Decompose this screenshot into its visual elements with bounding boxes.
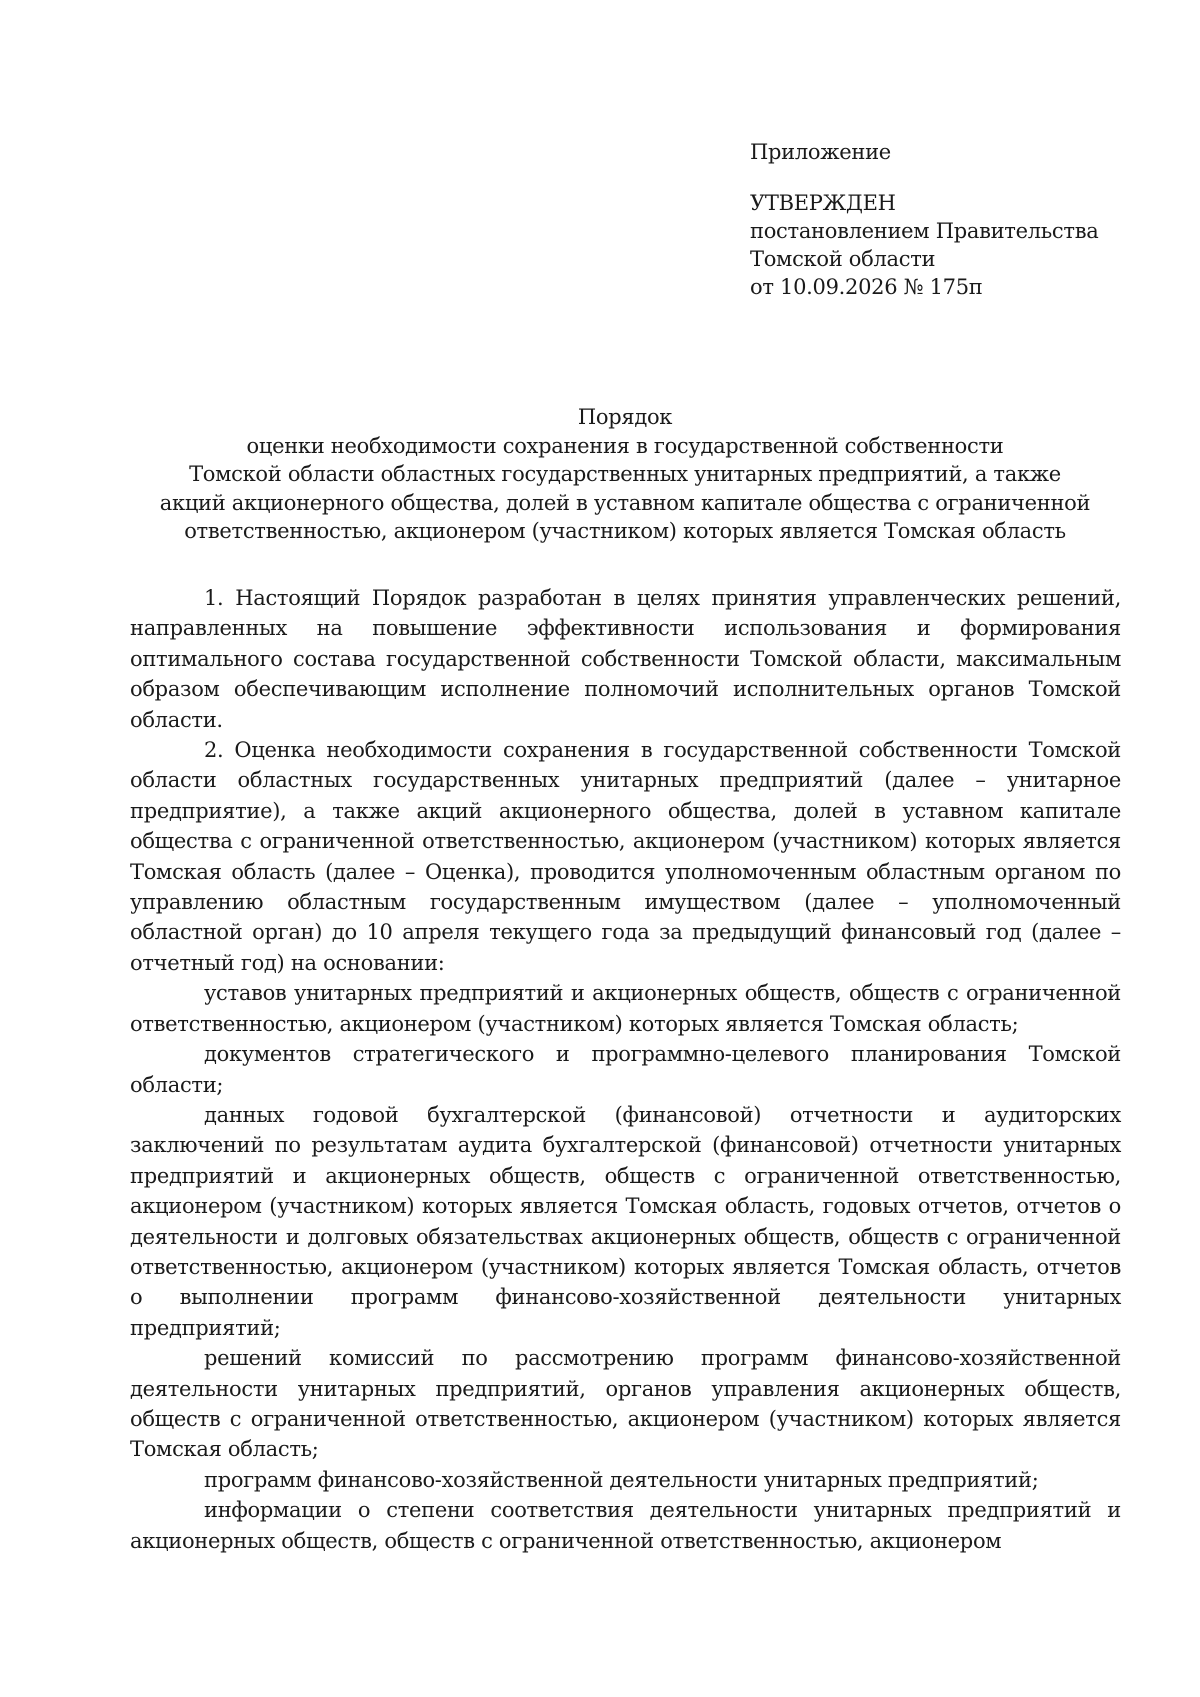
paragraph-basis-planning: документов стратегического и программно-целевого планирования Томской области; [130,1042,1121,1097]
title-line-2: Томской области областных государственных унитарных предприятий, а также [189,462,1061,486]
approved-by: постановлением Правительства [750,219,1099,243]
document-body [130,583,1121,1556]
document-title [130,403,1120,546]
paragraph-2: 2. Оценка необходимости сохранения в государственной собственности Томской области областных государственных унитарных предприятий (далее – унитарное предприятие), а также акций акционерного общества, долей в уставном капитале общества с ограниченной ответственностью, акционером (участником) которых является Томская область (далее – Оценка), проводится уполномоченным областным органом по управлению областным государственным имуществом (далее – уполномоченный областной орган) до 10 апреля текущего года за предыдущий финансовый год (далее – отчетный год) на основании: [130,738,1121,975]
appendix-label: Приложение [750,140,891,164]
title-line-4: ответственностью, акционером (участником) которых является Томская область [184,519,1066,543]
paragraph-1: 1. Настоящий Порядок разработан в целях принятия управленческих решений, направленных на повышение эффективности использования и формирования оптимального состава государственной собственности Томской области, максимальным образом обеспечивающим исполнение полномочий исполнительных органов Томской области. [130,586,1121,732]
paragraph-basis-programs: программ финансово-хозяйственной деятельности унитарных предприятий; [204,1467,1039,1492]
title-heading: Порядок [577,405,673,429]
approval-date-number: от 10.09.2026 № 175п [750,275,983,299]
approved-region: Томской области [750,247,936,271]
approval-block [750,138,1170,301]
paragraph-basis-charters: уставов унитарных предприятий и акционерных обществ, обществ с ограниченной ответственностью, акционером (участником) которых является Томская область; [130,981,1121,1036]
paragraph-basis-decisions: решений комиссий по рассмотрению программ финансово-хозяйственной деятельности унитарных предприятий, органов управления акционерных обществ, обществ с ограниченной ответственностью, акционером (участником) которых является Томская область; [130,1346,1121,1462]
approved-label: УТВЕРЖДЕН [750,191,896,215]
paragraph-basis-reporting: данных годовой бухгалтерской (финансовой) отчетности и аудиторских заключений по результатам аудита бухгалтерской (финансовой) отчетности унитарных предприятий и акционерных обществ, обществ с ограниченной ответственностью, акционером (участником) которых является Томская область, годовых отчетов, отчетов о деятельности и долговых обязательствах акционерных обществ, обществ с ограниченной ответственностью, акционером (участником) которых является Томская область, отчетов о выполнении программ финансово-хозяйственной деятельности унитарных предприятий; [130,1102,1121,1340]
title-line-3: акций акционерного общества, долей в уставном капитале общества с ограниченной [159,490,1091,515]
paragraph-basis-information: информации о степени соответствия деятельности унитарных предприятий и акционерных обществ, обществ с ограниченной ответственностью, акционером [130,1498,1121,1553]
title-line-1: оценки необходимости сохранения в государственной собственности [246,433,1004,458]
